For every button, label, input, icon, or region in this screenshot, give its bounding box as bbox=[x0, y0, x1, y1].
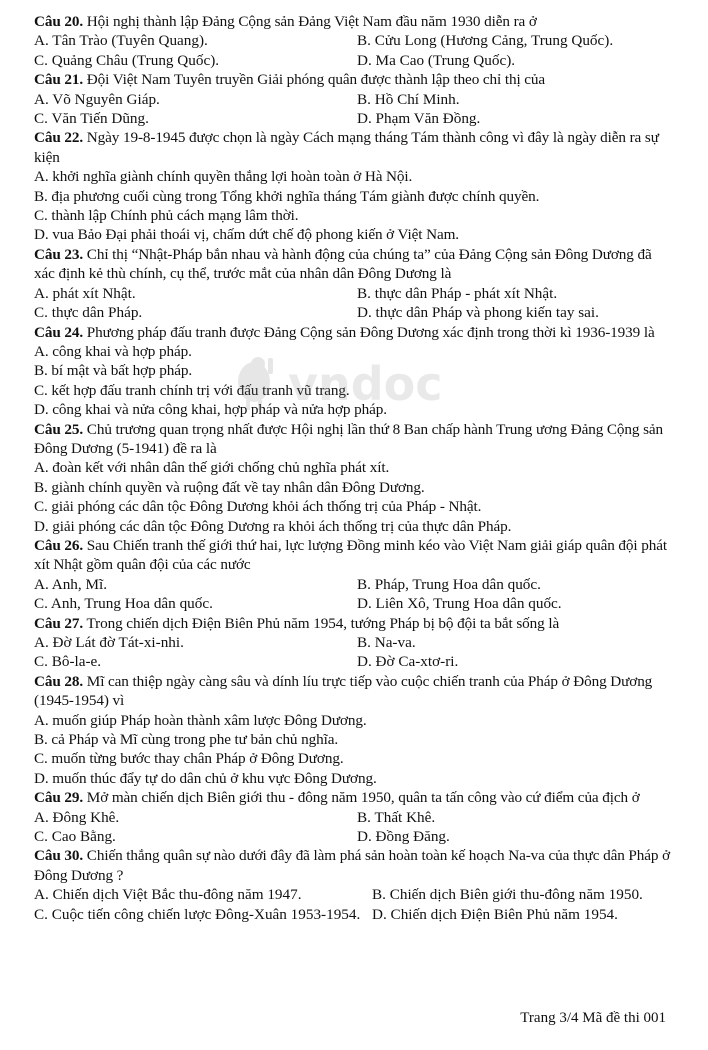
exam-page bbox=[34, 12, 674, 924]
question-number: Câu 27. bbox=[34, 614, 84, 632]
question-number: Câu 24. bbox=[34, 323, 84, 341]
option-d: D. Ma Cao (Trung Quốc). bbox=[357, 51, 516, 69]
option-d: D. công khai và nửa công khai, hợp pháp và nửa hợp pháp. bbox=[34, 401, 387, 419]
question-28 bbox=[34, 672, 674, 788]
question-24 bbox=[34, 323, 674, 420]
question-number: Câu 21. bbox=[34, 71, 84, 89]
question-25 bbox=[34, 420, 674, 536]
option-b: B. địa phương cuối cùng trong Tổng khởi nghĩa tháng Tám giành được chính quyền. bbox=[34, 187, 540, 205]
question-22 bbox=[34, 128, 674, 244]
option-b: B. Na-va. bbox=[357, 634, 416, 651]
option-c: C. muốn từng bước thay chân Pháp ở Đông Dương. bbox=[34, 750, 344, 768]
option-d: D. thực dân Pháp và phong kiến tay sai. bbox=[357, 304, 599, 322]
option-a: A. Đông Khê. bbox=[34, 808, 120, 826]
option-b: B. Cửu Long (Hương Cảng, Trung Quốc). bbox=[357, 32, 614, 50]
option-d: D. vua Bảo Đại phải thoái vị, chấm dứt chế độ phong kiến ở Việt Nam. bbox=[34, 226, 459, 244]
option-a: A. khởi nghĩa giành chính quyền thắng lợi hoàn toàn ở Hà Nội. bbox=[34, 168, 413, 186]
question-stem: Mở màn chiến dịch Biên giới thu - đông năm 1950, quân ta tấn công vào cứ điểm của địch ở bbox=[86, 789, 640, 807]
option-d: D. Liên Xô, Trung Hoa dân quốc. bbox=[357, 595, 562, 613]
option-b: B. Chiến dịch Biên giới thu-đông năm 1950. bbox=[372, 886, 643, 904]
question-29 bbox=[34, 788, 674, 846]
option-d: D. Phạm Văn Đồng. bbox=[357, 110, 481, 128]
option-d: D. giải phóng các dân tộc Đông Dương ra khỏi ách thống trị của thực dân Pháp. bbox=[34, 517, 512, 535]
option-c: C. Cao Bằng. bbox=[34, 828, 116, 846]
option-a: A. Đờ Lát đờ Tát-xi-nhi. bbox=[34, 634, 184, 651]
option-a: A. phát xít Nhật. bbox=[34, 284, 136, 302]
question-number: Câu 22. bbox=[34, 129, 84, 147]
question-stem: Mĩ can thiệp ngày càng sâu và dính líu trực tiếp vào cuộc chiến tranh của Pháp ở Đông Dương (1945-1954) vì bbox=[34, 672, 653, 710]
question-30 bbox=[34, 846, 674, 924]
question-number: Câu 26. bbox=[34, 536, 84, 554]
option-d: D. Đồng Đăng. bbox=[357, 828, 450, 846]
option-c: C. Cuộc tiến công chiến lược Đông-Xuân 1953-1954. bbox=[34, 905, 361, 923]
option-a: A. Võ Nguyên Giáp. bbox=[34, 90, 160, 108]
question-stem: Chiến thắng quân sự nào dưới đây đã làm phá sản hoàn toàn kế hoạch Na-va của thực dân Pháp ở Đông Dương ? bbox=[34, 847, 670, 884]
option-a: A. Tân Trào (Tuyên Quang). bbox=[34, 32, 208, 50]
question-26 bbox=[34, 536, 674, 614]
option-c: C. kết hợp đấu tranh chính trị với đấu tranh vũ trang. bbox=[34, 381, 350, 399]
question-23 bbox=[34, 245, 674, 323]
question-number: Câu 28. bbox=[34, 672, 84, 690]
option-b: B. cả Pháp và Mĩ cùng trong phe tư bản chủ nghĩa. bbox=[34, 731, 339, 749]
question-27 bbox=[34, 614, 674, 672]
option-c: C. Văn Tiến Dũng. bbox=[34, 110, 149, 128]
option-a: A. muốn giúp Pháp hoàn thành xâm lược Đông Dương. bbox=[34, 711, 367, 729]
question-number: Câu 20. bbox=[34, 13, 84, 30]
question-stem: Trong chiến dịch Điện Biên Phủ năm 1954, tướng Pháp bị bộ đội ta bắt sống là bbox=[86, 614, 560, 632]
option-a: A. công khai và hợp pháp. bbox=[34, 342, 192, 360]
option-c: C. Bô-la-e. bbox=[34, 653, 102, 671]
option-b: B. Hồ Chí Minh. bbox=[357, 90, 460, 108]
option-b: B. giành chính quyền và ruộng đất về tay nhân dân Đông Dương. bbox=[34, 478, 425, 496]
question-stem: Phương pháp đấu tranh được Đảng Cộng sản Đông Dương xác định trong thời kì 1936-1939 là bbox=[86, 323, 655, 341]
question-stem: Chủ trương quan trọng nhất được Hội nghị lần thứ 8 Ban chấp hành Trung ương Đảng Cộng sản Đông Dương (5-1941) đề ra là bbox=[34, 420, 664, 457]
question-stem: Sau Chiến tranh thế giới thứ hai, lực lượng Đồng minh kéo vào Việt Nam giải giáp quân đội phát xít Nhật gồm quân đội của các nước bbox=[34, 536, 667, 574]
option-b: B. Pháp, Trung Hoa dân quốc. bbox=[357, 575, 541, 593]
option-c: C. giải phóng các dân tộc Đông Dương khỏi ách thống trị của Pháp - Nhật. bbox=[34, 498, 482, 516]
option-c: C. thành lập Chính phủ cách mạng lâm thời. bbox=[34, 207, 299, 225]
question-number: Câu 23. bbox=[34, 245, 84, 263]
option-d: D. muốn thúc đẩy tự do dân chủ ở khu vực Đông Dương. bbox=[34, 769, 377, 787]
question-stem: Chỉ thị “Nhật-Pháp bắn nhau và hành động của chúng ta” của Đảng Cộng sản Đông Dương đã xác định kẻ thù chính, cụ thể, trước mắt của nhân dân Đông Dương là bbox=[34, 245, 652, 283]
question-number: Câu 30. bbox=[34, 847, 84, 865]
question-number: Câu 25. bbox=[34, 420, 84, 438]
option-c: C. thực dân Pháp. bbox=[34, 304, 143, 322]
option-b: B. thực dân Pháp - phát xít Nhật. bbox=[357, 284, 558, 302]
question-stem: Hội nghị thành lập Đảng Cộng sản Đảng Việt Nam đầu năm 1930 diễn ra ở bbox=[86, 13, 537, 30]
option-d: D. Đờ Ca-xtơ-ri. bbox=[357, 653, 459, 671]
option-d: D. Chiến dịch Điện Biên Phủ năm 1954. bbox=[372, 905, 618, 923]
option-a: A. Chiến dịch Việt Bắc thu-đông năm 1947. bbox=[34, 886, 302, 904]
question-stem: Ngày 19-8-1945 được chọn là ngày Cách mạng tháng Tám thành công vì đây là ngày diễn ra sự kiện bbox=[34, 129, 659, 166]
option-c: C. Anh, Trung Hoa dân quốc. bbox=[34, 595, 213, 613]
option-a: A. Anh, Mĩ. bbox=[34, 575, 107, 593]
question-number: Câu 29. bbox=[34, 789, 84, 807]
option-a: A. đoàn kết với nhân dân thế giới chống chủ nghĩa phát xít. bbox=[34, 459, 390, 477]
question-21 bbox=[34, 70, 674, 128]
svg-text:vndoc: vndoc bbox=[288, 357, 443, 411]
option-b: B. bí mật và bất hợp pháp. bbox=[34, 362, 193, 380]
page-footer: Trang 3/4 Mã đề thi 001 bbox=[520, 1010, 666, 1026]
option-b: B. Thất Khê. bbox=[357, 808, 436, 826]
question-stem: Đội Việt Nam Tuyên truyền Giải phóng quân được thành lập theo chỉ thị của bbox=[86, 71, 546, 89]
option-c: C. Quảng Châu (Trung Quốc). bbox=[34, 51, 220, 69]
question-20 bbox=[34, 12, 674, 70]
